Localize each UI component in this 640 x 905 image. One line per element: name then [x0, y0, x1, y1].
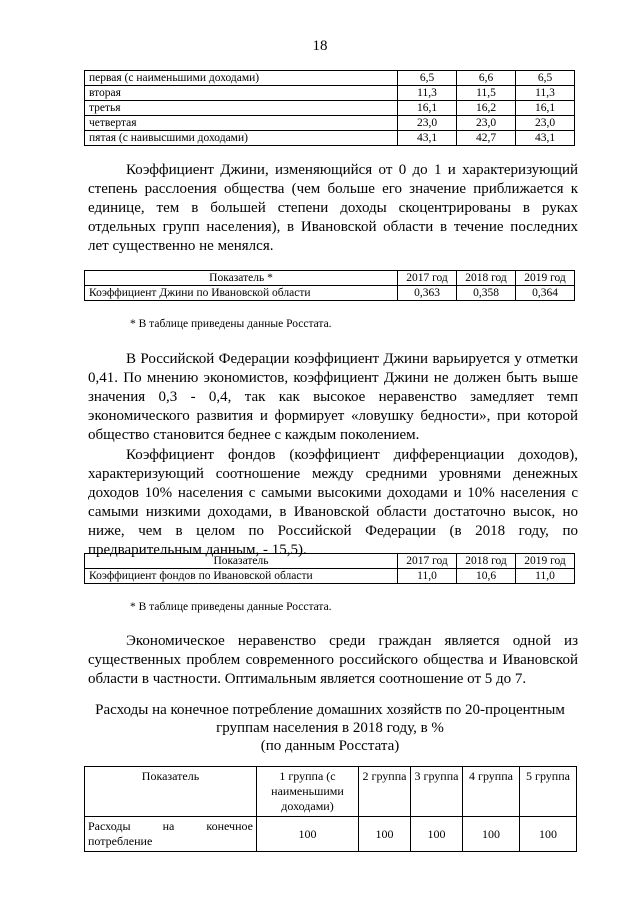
- expenses-value-group-1: 100: [257, 817, 359, 852]
- table-row: [85, 71, 575, 86]
- gini-header-label: Показатель *: [85, 271, 398, 286]
- table-row: [85, 569, 575, 584]
- expenses-header-group-4: 4 группа: [463, 767, 520, 817]
- quintile-label: четвертая: [85, 116, 398, 131]
- funds-table: [84, 553, 575, 584]
- quintile-value-1: 11,3: [398, 86, 457, 101]
- inequality-paragraph: Экономическое неравенство среди граждан является одной из существенных проблем современного российского общества и Ивановской области в частности. Оптимальным является соотношение от 5 до 7.: [88, 633, 578, 687]
- caption-line-2: группам населения в 2018 году, в %: [216, 720, 444, 736]
- quintile-value-2: 6,6: [457, 71, 516, 86]
- table-note-1: * В таблице приведены данные Росстата.: [130, 318, 332, 330]
- table-row: [85, 286, 575, 301]
- expenses-value-group-5: 100: [520, 817, 577, 852]
- income-quintile-table: [84, 70, 575, 146]
- funds-header-label: Показатель: [85, 554, 398, 569]
- funds-value-2018: 10,6: [457, 569, 516, 584]
- expenses-header-group-2: 2 группа: [359, 767, 411, 817]
- quintile-value-3: 11,3: [516, 86, 575, 101]
- expenses-header-indicator: Показатель: [85, 767, 257, 817]
- expenses-header-group-1: 1 группа (с наименьшими доходами): [257, 767, 359, 817]
- gini-header-2017: 2017 год: [398, 271, 457, 286]
- page-number: 18: [312, 38, 328, 54]
- gini-value-2017: 0,363: [398, 286, 457, 301]
- quintile-value-2: 11,5: [457, 86, 516, 101]
- caption-line-3: (по данным Росстата): [260, 738, 400, 754]
- gini-header-2019: 2019 год: [516, 271, 575, 286]
- funds-row-label: Коэффициент фондов по Ивановской области: [85, 569, 398, 584]
- table-row: [85, 116, 575, 131]
- quintile-value-3: 23,0: [516, 116, 575, 131]
- caption-line-1: Расходы на конечное потребление домашних хозяйств по 20-процентным: [95, 702, 565, 718]
- quintile-value-2: 23,0: [457, 116, 516, 131]
- funds-header-2018: 2018 год: [457, 554, 516, 569]
- quintile-value-3: 43,1: [516, 131, 575, 146]
- gini-paragraph: Коэффициент Джини, изменяющийся от 0 до 1 и характеризующий степень расслоения общества (чем больше его значение приближается к единице, тем в большей степени доходы скоцентрированы в руках отдельных групп населения), в Ивановской области в течение последних лет существенно не менялся.: [88, 162, 578, 254]
- quintile-value-2: 42,7: [457, 131, 516, 146]
- quintile-value-1: 6,5: [398, 71, 457, 86]
- gini-value-2018: 0,358: [457, 286, 516, 301]
- expenses-value-group-4: 100: [463, 817, 520, 852]
- expenses-table: [84, 766, 577, 852]
- funds-header-2019: 2019 год: [516, 554, 575, 569]
- table-row: [85, 131, 575, 146]
- gini-header-2018: 2018 год: [457, 271, 516, 286]
- quintile-value-1: 43,1: [398, 131, 457, 146]
- table-header-row: [85, 767, 577, 817]
- table-header-row: [85, 554, 575, 569]
- gini-table: [84, 270, 575, 301]
- quintile-value-3: 16,1: [516, 101, 575, 116]
- quintile-label: пятая (с наивысшими доходами): [85, 131, 398, 146]
- table-row: [85, 101, 575, 116]
- table-note-2: * В таблице приведены данные Росстата.: [130, 601, 332, 613]
- expenses-value-group-2: 100: [359, 817, 411, 852]
- funds-header-2017: 2017 год: [398, 554, 457, 569]
- expenses-header-group-3: 3 группа: [411, 767, 463, 817]
- quintile-value-3: 6,5: [516, 71, 575, 86]
- table-header-row: [85, 271, 575, 286]
- gini-value-2019: 0,364: [516, 286, 575, 301]
- expenses-row-label: Расходы на конечное потребление: [85, 817, 257, 852]
- quintile-label: первая (с наименьшими доходами): [85, 71, 398, 86]
- funds-value-2017: 11,0: [398, 569, 457, 584]
- expenses-value-group-3: 100: [411, 817, 463, 852]
- funds-value-2019: 11,0: [516, 569, 575, 584]
- quintile-label: вторая: [85, 86, 398, 101]
- quintile-value-1: 16,1: [398, 101, 457, 116]
- expenses-caption: [70, 701, 590, 755]
- table-row: [85, 817, 577, 852]
- quintile-value-1: 23,0: [398, 116, 457, 131]
- rf-gini-paragraph: В Российской Федерации коэффициент Джини варьируется у отметки 0,41. По мнению экономистов, коэффициент Джини не должен быть выше значения 0,3 - 0,4, так как высокое неравенство замедляет темп экономического развития и формирует «ловушку бедности», при которой общество становится беднее с каждым поколением.: [88, 351, 578, 443]
- table-row: [85, 86, 575, 101]
- quintile-label: третья: [85, 101, 398, 116]
- expenses-header-group-5: 5 группа: [520, 767, 577, 817]
- gini-row-label: Коэффициент Джини по Ивановской области: [85, 286, 398, 301]
- funds-paragraph: Коэффициент фондов (коэффициент дифференциации доходов), характеризующий соотношение между средними уровнями денежных доходов 10% населения с самыми высокими доходами и 10% населения с самыми низкими доходами, в Ивановской области достаточно высок, но ниже, чем в целом по Российской Федерации (в 2018 году, по предварительным данным, - 15,5).: [88, 447, 578, 558]
- quintile-value-2: 16,2: [457, 101, 516, 116]
